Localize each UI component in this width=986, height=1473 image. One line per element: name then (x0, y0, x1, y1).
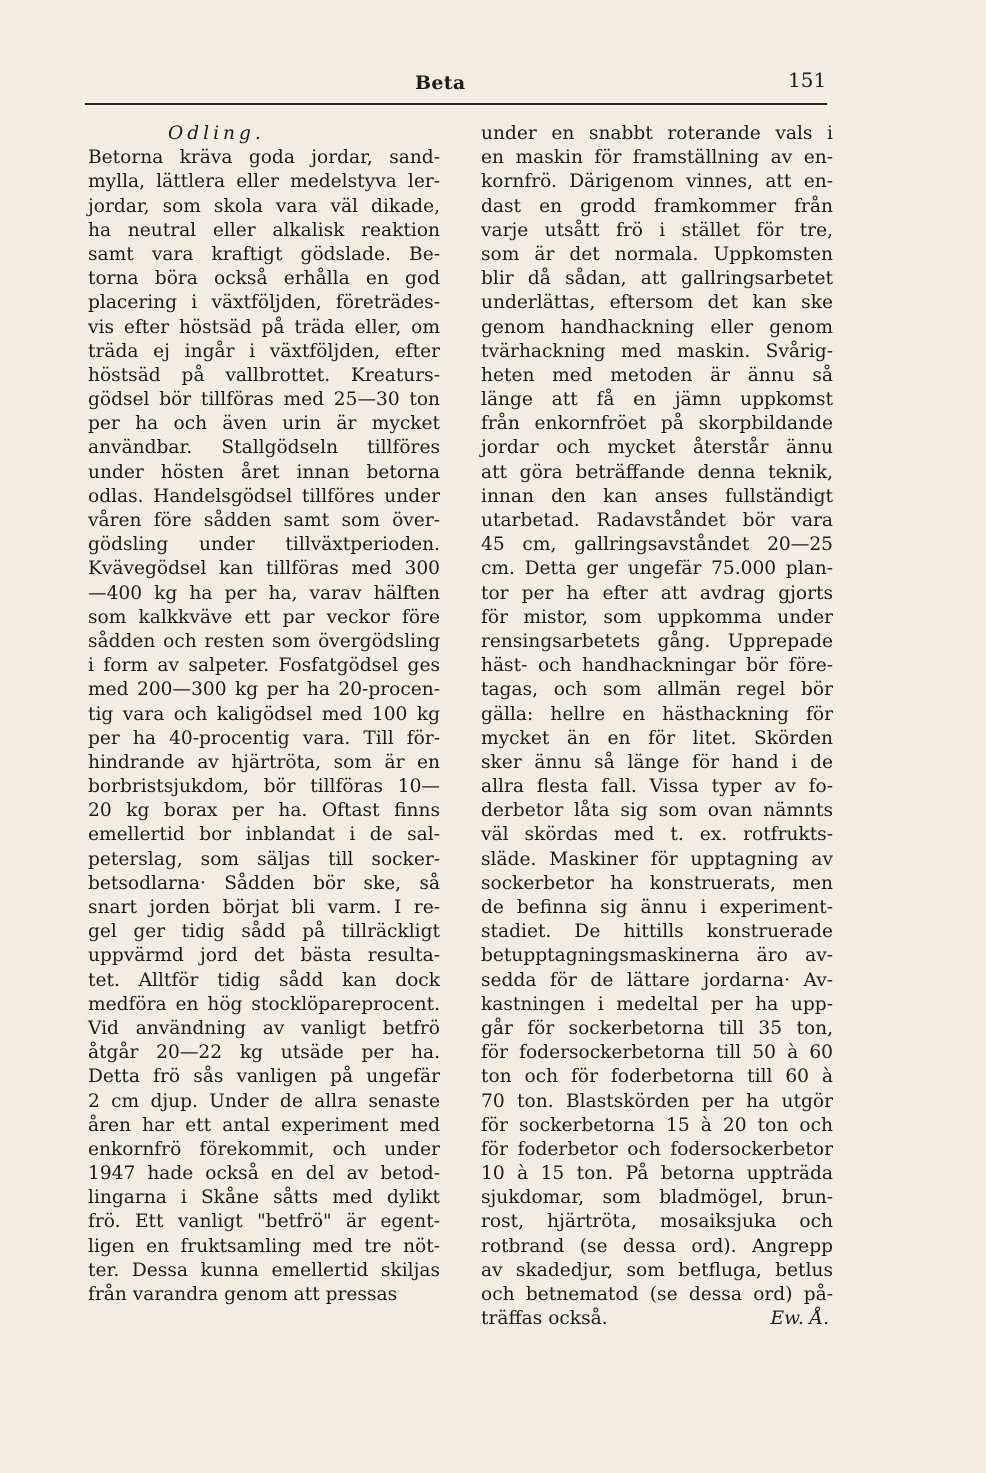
text-line: Betorna kräva goda jordar, sand- (88, 147, 440, 169)
page-number: 151 (788, 68, 827, 92)
text-line: per ha 40-procentig vara. Till för- (88, 727, 440, 749)
text-line: tagas, och som allmän regel bör (481, 679, 833, 701)
text-line: Kvävegödsel kan tillföras med 300 (88, 558, 440, 580)
text-line: åren har ett antal experiment med (88, 1114, 440, 1136)
header-rule (85, 103, 827, 105)
text-line: vis efter höstsäd på träda eller, om (88, 316, 440, 338)
text-line: rotbrand (se dessa ord). Angrepp (481, 1235, 833, 1257)
text-line: ter. Dessa kunna emellertid skiljas (88, 1259, 440, 1281)
text-line: derbetor låta sig som ovan nämnts (481, 800, 833, 822)
text-line: användbar. Stallgödseln tillföres (88, 437, 440, 459)
text-line: ton och för foderbetorna till 60 à (481, 1066, 833, 1088)
section-heading: Odling. (168, 123, 265, 144)
text-line: kastningen i medeltal per ha upp- (481, 993, 833, 1015)
text-line: sedda för de lättare jordarna· Av- (481, 969, 833, 991)
text-line: tor per ha efter att avdrag gjorts (481, 582, 833, 604)
text-line: för mistor, som uppkomma under (481, 606, 833, 628)
running-head: Beta (415, 72, 466, 94)
text-line: lingarna i Skåne såtts med dylikt (88, 1187, 440, 1209)
text-line: åtgår 20—22 kg utsäde per ha. (88, 1042, 440, 1064)
text-line: snart jorden börjat bli varm. I re- (88, 897, 440, 918)
text-line: underlättas, eftersom det kan ske (481, 292, 833, 314)
text-line: under en snabbt roterande vals i (481, 123, 833, 144)
text-line: under hösten året innan betorna (88, 461, 440, 483)
text-line: träda ej ingår i växtföljden, efter (88, 340, 440, 362)
text-line: 2 cm djup. Under de allra senaste (88, 1090, 440, 1112)
text-line: —400 kg ha per ha, varav hälften (88, 582, 440, 604)
text-line: en maskin för framställning av en- (481, 147, 833, 169)
text-line: och betnematod (se dessa ord) på- (481, 1284, 833, 1305)
text-line: kornfrö. Därigenom vinnes, att en- (481, 171, 833, 193)
text-line: varje utsått frö i stället för tre, (481, 219, 833, 241)
text-line: de befinna sig ännu i experiment- (481, 897, 833, 918)
text-line: gälla: hellre en hästhackning för (481, 703, 833, 725)
author-signature: Ew. Å. (770, 1308, 829, 1330)
text-line: från enkornfröet på skorpbildande (481, 413, 833, 435)
text-line: Detta frö sås vanligen på ungefär (88, 1066, 440, 1088)
text-line: går för sockerbetorna till 35 ton, (481, 1017, 833, 1039)
text-line: genom handhackning eller genom (481, 316, 833, 338)
right-column (481, 122, 833, 1331)
text-line: sådden och resten som övergödsling (88, 630, 440, 652)
text-line: samt vara kraftigt gödslade. Be- (88, 243, 440, 265)
text-line: släde. Maskiner för upptagning av (481, 848, 833, 870)
text-line: ha neutral eller alkalisk reaktion (88, 219, 440, 241)
text-line: betsodlarna· Sådden bör ske, så (88, 872, 440, 894)
text-line: som är det normala. Uppkomsten (481, 243, 833, 265)
text-line: hindrande av hjärtröta, som är en (88, 751, 440, 773)
text-line: att göra beträffande denna teknik, (481, 461, 833, 483)
text-line: utarbetad. Radavståndet bör vara (481, 510, 833, 531)
final-line-text: träffas också. (481, 1308, 608, 1330)
text-line: medföra en hög stocklöpareprocent. (88, 993, 440, 1015)
text-line: blir då sådan, att gallringsarbetet (481, 268, 833, 290)
text-line: betupptagningsmaskinerna äro av- (481, 945, 833, 967)
text-line: jordar, som skola vara väl dikade, (88, 195, 440, 217)
text-line: enkornfrö förekommit, och under (88, 1138, 440, 1160)
text-line: mycket än en för litet. Skörden (481, 727, 833, 749)
text-line: 20 kg borax per ha. Oftast finns (88, 800, 440, 822)
text-line: väl skördas med t. ex. rotfrukts- (481, 824, 833, 846)
text-line: frö. Ett vanligt "betfrö" är egent- (88, 1211, 440, 1233)
text-line: tig vara och kaligödsel med 100 kg (88, 703, 440, 725)
text-line: per ha och även urin är mycket (88, 413, 440, 435)
text-line: borbristsjukdom, bör tillföras 10— (88, 776, 440, 798)
text-line: för foderbetor och fodersockerbetor (481, 1138, 833, 1160)
text-line: tvärhackning med maskin. Svårig- (481, 340, 833, 362)
text-line: sjukdomar, som bladmögel, brun- (481, 1187, 833, 1209)
text-line: gel ger tidig sådd på tillräckligt (88, 921, 440, 943)
text-line: i form av salpeter. Fosfatgödsel ges (88, 655, 440, 677)
text-line: odlas. Handelsgödsel tillföres under (88, 485, 440, 507)
text-line: våren före sådden samt som över- (88, 510, 440, 531)
text-line: torna böra också erhålla en god (88, 268, 440, 290)
left-column (88, 122, 440, 1307)
text-line: häst- och handhackningar bör före- (481, 655, 833, 677)
text-line: med 200—300 kg per ha 20-procen- (88, 679, 440, 701)
text-line: gödsel bör tillföras med 25—30 ton (88, 389, 440, 411)
text-line: länge att få en jämn uppkomst (481, 389, 833, 411)
text-line: höstsäd på vallbrottet. Kreaturs- (88, 364, 440, 386)
text-line: sockerbetor ha konstruerats, men (481, 872, 833, 894)
text-line: av skadedjur, som betfluga, betlus (481, 1259, 833, 1281)
text-line: dast en grodd framkommer från (481, 195, 833, 217)
text-line: för sockerbetorna 15 à 20 ton och (481, 1114, 833, 1136)
text-line: rensingsarbetets gång. Upprepade (481, 630, 833, 652)
text-line: heten med metoden är ännu så (481, 364, 833, 386)
text-line: 10 à 15 ton. På betorna uppträda (481, 1163, 833, 1185)
text-line: rost, hjärtröta, mosaiksjuka och (481, 1211, 833, 1233)
text-line: 70 ton. Blastskörden per ha utgör (481, 1090, 833, 1112)
text-line: ligen en fruktsamling med tre nöt- (88, 1235, 440, 1257)
text-line: från varandra genom att pressas (88, 1284, 398, 1305)
text-line: cm. Detta ger ungefär 75.000 plan- (481, 558, 833, 580)
text-line: uppvärmd jord det bästa resulta- (88, 945, 440, 967)
text-line: innan den kan anses fullständigt (481, 485, 833, 507)
text-line: stadiet. De hittills konstruerade (481, 921, 833, 943)
text-line: peterslag, som säljas till socker- (88, 848, 440, 870)
text-line: allra flesta fall. Vissa typer av fo- (481, 776, 833, 798)
final-line (481, 1307, 833, 1331)
text-line: sker ännu så länge för hand i de (481, 751, 833, 773)
text-line: för fodersockerbetorna till 50 à 60 (481, 1042, 833, 1064)
text-line: som kalkkväve ett par veckor före (88, 606, 440, 628)
text-line: tet. Alltför tidig sådd kan dock (88, 969, 440, 991)
text-line: placering i växtföljden, företrädes- (88, 292, 440, 314)
text-line: gödsling under tillväxtperioden. (88, 534, 440, 556)
text-line: mylla, lättlera eller medelstyva ler- (88, 171, 440, 193)
text-line: Vid användning av vanligt betfrö (88, 1017, 440, 1039)
text-line: 45 cm, gallringsavståndet 20—25 (481, 534, 833, 556)
text-line: jordar och mycket återstår ännu (481, 437, 833, 459)
text-line: 1947 hade också en del av betod- (88, 1163, 440, 1185)
text-line: emellertid bor inblandat i de sal- (88, 824, 440, 846)
